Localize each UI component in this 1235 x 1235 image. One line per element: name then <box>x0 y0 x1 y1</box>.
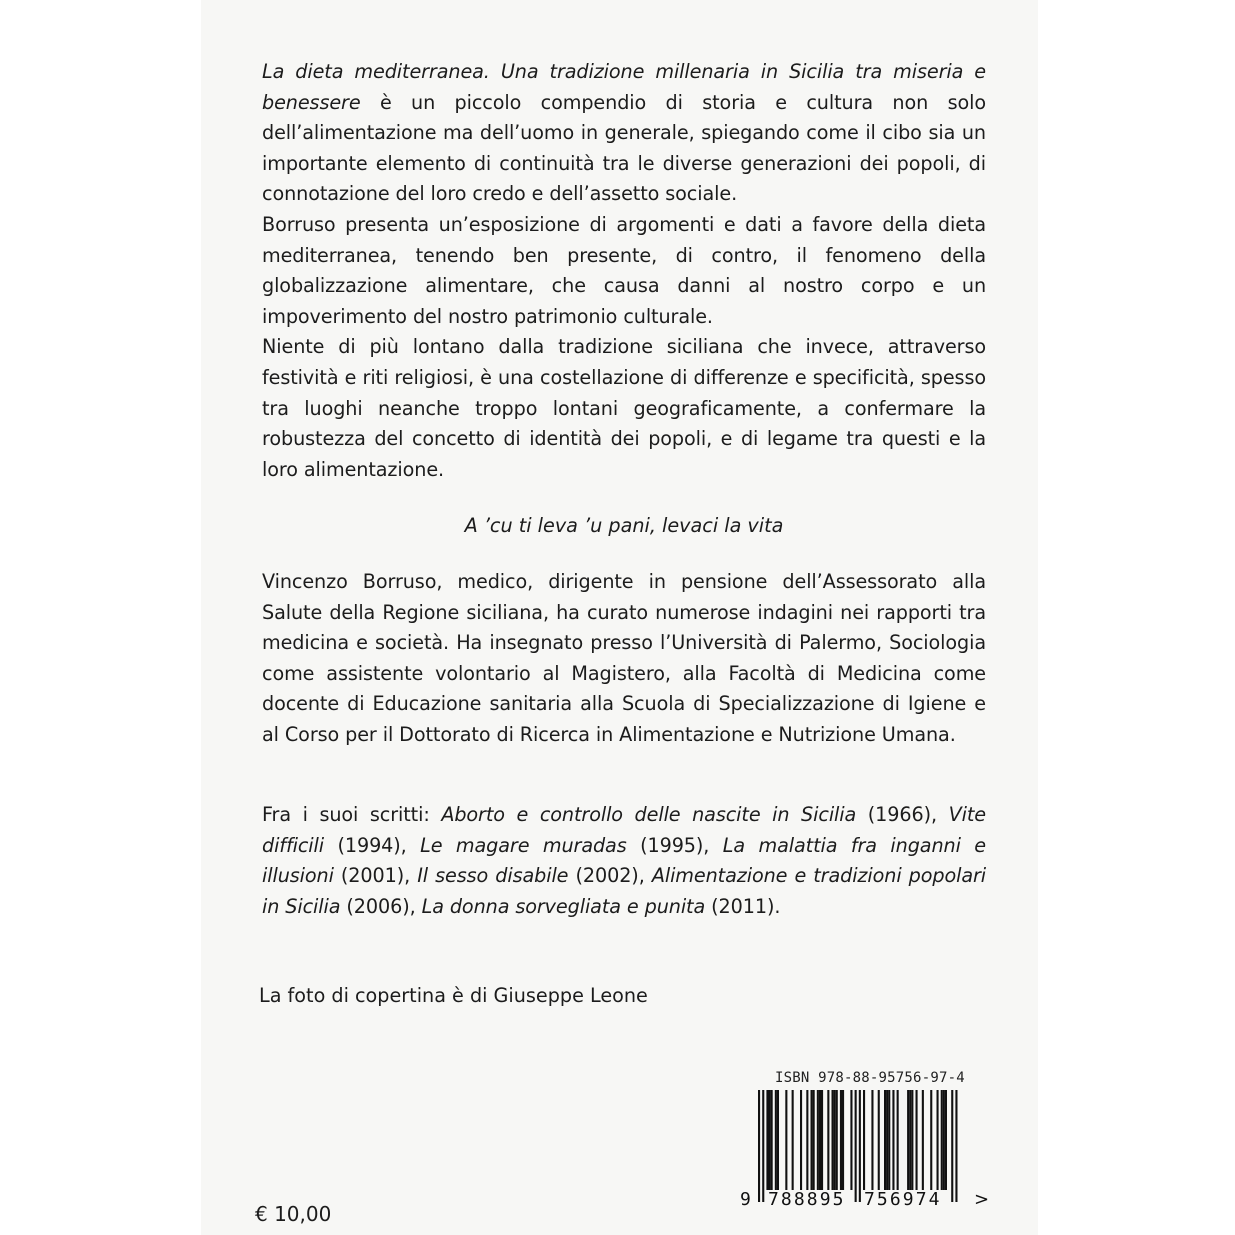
barcode-bar <box>943 1090 945 1190</box>
barcode-bar <box>840 1090 842 1190</box>
ean-first-digit: 9 <box>740 1189 751 1210</box>
barcode-bar <box>800 1090 802 1190</box>
barcode-bar <box>813 1090 815 1190</box>
barcode-bar <box>945 1090 947 1190</box>
barcode-bar <box>821 1090 823 1190</box>
barcode-bar <box>930 1090 932 1190</box>
barcode-bar <box>955 1090 957 1202</box>
barcode-bar <box>842 1090 844 1190</box>
barcode-bar <box>775 1090 777 1190</box>
work-title: Il sesso disabile <box>417 864 569 888</box>
barcode-bar <box>863 1090 865 1190</box>
barcode-bar <box>766 1090 768 1190</box>
blurb-paragraph-3: Niente di più lontano dalla tradizione siciliana che invece, attraverso festività e riti religiosi, è una costellazione di differenze e specificità, spesso tra luoghi neanche troppo lontani geograficamente, a confermare la robustezza del concetto di identità dei popoli, e di legame tra questi e la loro alimentazione. <box>262 335 986 481</box>
barcode-bar <box>777 1090 779 1190</box>
barcode-bar <box>884 1090 886 1190</box>
barcode-bar <box>922 1090 924 1190</box>
barcode-bar <box>785 1090 787 1190</box>
barcode-bar <box>792 1090 794 1190</box>
barcode-bar <box>871 1090 873 1190</box>
barcode-bar <box>855 1090 857 1202</box>
barcode-bar <box>827 1090 829 1190</box>
barcode-bar <box>888 1090 890 1190</box>
book-title: La dieta mediterranea. Una tradizione millenaria in Sicilia tra miseria e benessere <box>262 60 986 114</box>
work-title: La malattia fra inganni e illusioni <box>262 833 986 888</box>
barcode-bar <box>886 1090 888 1190</box>
work-title: Aborto e controllo delle nascite in Sicilia <box>441 803 857 826</box>
barcode-bar <box>911 1090 913 1190</box>
barcode-bar <box>771 1090 773 1190</box>
barcode-bar <box>817 1090 819 1190</box>
barcode-bar <box>769 1090 771 1190</box>
isbn-label: ISBN 978-88-95756-97-4 <box>775 1070 965 1086</box>
barcode-bar <box>897 1090 899 1190</box>
blurb <box>262 57 986 485</box>
work-title: Le magare muradas <box>420 833 627 857</box>
barcode-block <box>740 1068 1010 1228</box>
ean-arrow: > <box>974 1189 990 1210</box>
author-bio <box>262 567 986 751</box>
author-bio-text: Vincenzo Borruso, medico, dirigente in pensione dell’Assessorato alla Salute della Regione siciliana, ha curato numerose indagini nei rapporti tra medicina e società. Ha insegnato presso l’Università di Palermo, Sociologia come assistente volontario al Magistero, alla Facoltà di Medicina come docente di Educazione sanitaria alla Scuola di Specializzazione di Igiene e al Corso per il Dottorato di Ricerca in Alimentazione e Nutrizione Umana. <box>262 570 986 746</box>
barcode-bar <box>836 1090 838 1190</box>
barcode-bar <box>832 1090 834 1190</box>
barcode-bar <box>878 1090 880 1190</box>
barcode-bar <box>892 1090 894 1190</box>
barcode-bar <box>951 1090 953 1202</box>
blurb-paragraph-1-text: è un piccolo compendio di storia e cultura non solo dell’alimentazione ma dell’uomo in generale, spiegando come il cibo sia un importante elemento di continuità tra le diverse generazioni dei popoli, di connotazione del loro credo e dell’assetto sociale. <box>262 90 986 206</box>
work-title: Alimentazione e tradizioni popolari in Sicilia <box>262 864 987 918</box>
blurb-paragraph-2: Borruso presenta un’esposizione di argomenti e dati a favore della dieta mediterranea, tenendo ben presente, di contro, il fenomeno della globalizzazione alimentare, che causa danni al nostro corpo e un impoverimento del nostro patrimonio culturale. <box>262 212 986 328</box>
price-label: € 10,00 <box>255 1202 332 1226</box>
photo-credit: La foto di copertina è di Giuseppe Leone <box>259 984 648 1007</box>
barcode-bar <box>819 1090 821 1190</box>
barcode-bar <box>859 1090 861 1202</box>
barcode-bar <box>806 1090 808 1190</box>
barcode-bar <box>937 1090 939 1190</box>
barcode-bar <box>907 1090 909 1190</box>
barcode-bar <box>916 1090 918 1190</box>
author-works <box>262 800 986 922</box>
ean-right-digits: 756974 <box>864 1189 942 1210</box>
barcode-bar <box>909 1090 911 1190</box>
barcode-bar <box>834 1090 836 1190</box>
barcode-bar <box>941 1090 943 1190</box>
blurb-paragraph-1 <box>262 57 986 210</box>
barcode-bar <box>811 1090 813 1190</box>
work-title: La donna sorvegliata e punita <box>421 894 706 918</box>
barcode-bar <box>762 1090 764 1202</box>
motto-quote: A ’cu ti leva ’u pani, levaci la vita <box>464 514 784 537</box>
ean-left-digits: 788895 <box>768 1189 846 1210</box>
works-list: Fra i suoi scritti: Aborto e controllo delle nascite in Sicilia (1966), Vite difficili (1994), Le magare muradas (1995), La malattia fra inganni e illusioni (2001), Il sesso disabile (2002), Alimentazione e tradizioni popolari in Sicilia (2006), La donna sorvegliata e punita (2011). <box>262 803 987 918</box>
barcode-bar <box>850 1090 852 1190</box>
barcode-bar <box>758 1090 760 1202</box>
work-title: Vite difficili <box>262 803 986 857</box>
